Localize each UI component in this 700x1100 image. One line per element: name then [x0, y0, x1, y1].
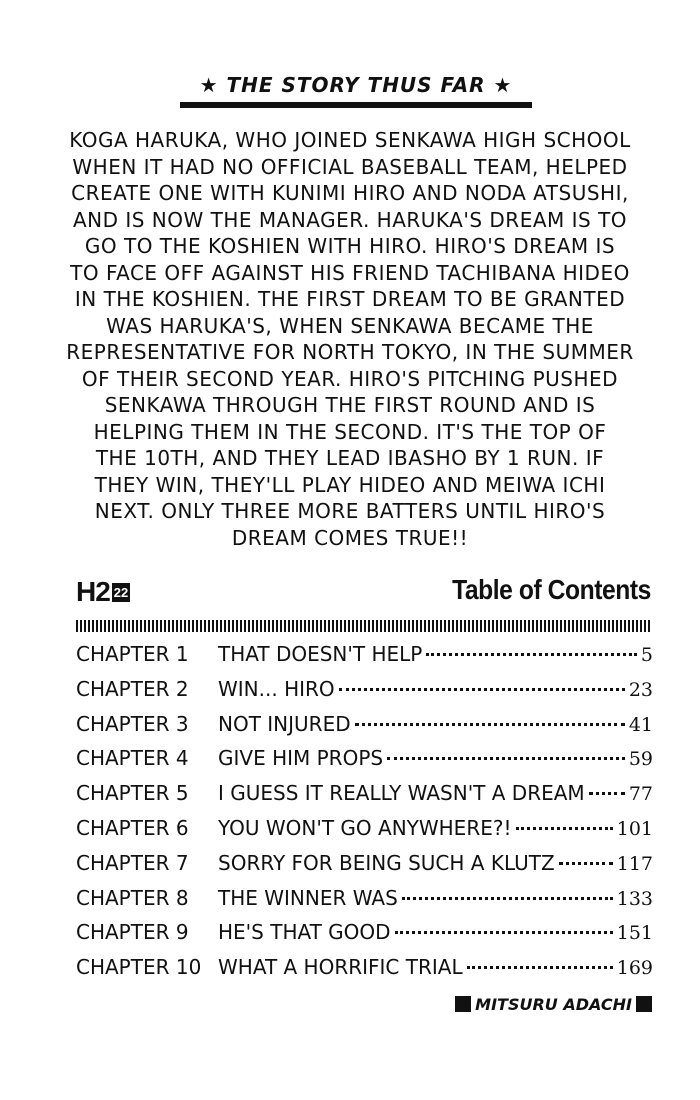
- toc-chapter-number: CHAPTER 8: [76, 885, 189, 910]
- story-line: IN THE KOSHIEN. THE FIRST DREAM TO BE GRANTED: [74, 287, 626, 311]
- toc-chapter-number: CHAPTER 2: [76, 676, 189, 701]
- story-line: SENKAWA THROUGH THE FIRST ROUND AND IS: [104, 393, 596, 417]
- story-line: OF THEIR SECOND YEAR. HIRO'S PITCHING PUSHED: [81, 366, 619, 391]
- toc-chapter-number: CHAPTER 7: [76, 850, 189, 875]
- story-summary: [40, 127, 660, 551]
- story-line: CREATE ONE WITH KUNIMI HIRO AND NODA ATSUSHI,: [71, 181, 629, 205]
- toc-leader-dots: [426, 653, 637, 656]
- story-header-title: ★ THE STORY THUS FAR ★: [199, 73, 513, 97]
- toc-page-number: 133: [616, 887, 653, 910]
- story-line: THEY WIN, THEY'LL PLAY HIDEO AND MEIWA ICHI: [94, 472, 606, 497]
- toc-page-number: 77: [628, 783, 653, 806]
- story-line: THE 10TH, AND THEY LEAD IBASHO BY 1 RUN. IF: [95, 446, 605, 470]
- toc-chapter-number: CHAPTER 3: [76, 711, 189, 736]
- series-logo: [76, 576, 130, 608]
- story-line: KOGA HARUKA, WHO JOINED SENKAWA HIGH SCHOOL: [69, 128, 631, 152]
- toc-chapter-number: CHAPTER 5: [76, 781, 189, 806]
- toc-leader-dots: [395, 931, 613, 934]
- volume-badge: 22: [113, 584, 129, 600]
- story-line: AND IS NOW THE MANAGER. HARUKA'S DREAM IS TO: [72, 207, 628, 232]
- square-icon: [636, 996, 652, 1012]
- toc-title: Table of Contents: [452, 574, 651, 605]
- toc-page-number: 117: [616, 852, 653, 875]
- toc-chapter-title: NOT INJURED: [218, 711, 351, 736]
- story-line: TO FACE OFF AGAINST HIS FRIEND TACHIBANA HIDEO: [70, 260, 630, 285]
- toc-chapter-title: GIVE HIM PROPS: [218, 746, 384, 771]
- toc-leader-dots: [402, 897, 613, 900]
- toc-page-number: 5: [640, 644, 653, 666]
- toc-entry: [76, 920, 653, 955]
- toc-chapter-title: THE WINNER WAS: [218, 885, 398, 910]
- toc-chapter-number: CHAPTER 10: [76, 955, 202, 980]
- toc-entry: [76, 955, 653, 990]
- toc-chapter-number: CHAPTER 6: [76, 815, 189, 840]
- toc-chapter-title: THAT DOESN'T HELP: [218, 642, 423, 666]
- toc-entry: [76, 642, 653, 677]
- toc-page-number: 41: [628, 713, 653, 736]
- story-line: REPRESENTATIVE FOR NORTH TOKYO, IN THE SUMMER: [66, 340, 634, 364]
- toc-page-number: 151: [616, 922, 653, 945]
- toc-entry: [76, 886, 653, 921]
- author-name: MITSURU ADACHI: [475, 994, 632, 1014]
- decorative-barcode-divider: [76, 620, 652, 632]
- toc-chapter-number: CHAPTER 4: [76, 746, 189, 771]
- toc-leader-dots: [559, 862, 613, 865]
- toc-chapter-number: CHAPTER 9: [76, 920, 189, 945]
- story-line: WAS HARUKA'S, WHEN SENKAWA BECAME THE: [106, 313, 594, 338]
- toc-chapter-title: WHAT A HORRIFIC TRIAL: [218, 955, 463, 980]
- toc-leader-dots: [339, 688, 625, 691]
- toc-leader-dots: [516, 827, 613, 830]
- story-line: NEXT. ONLY THREE MORE BATTERS UNTIL HIRO'S: [94, 499, 606, 523]
- toc-entry: [76, 781, 653, 816]
- toc-page-number: 59: [628, 748, 653, 771]
- story-line: WHEN IT HAD NO OFFICIAL BASEBALL TEAM, HELPED: [72, 154, 628, 179]
- toc-page-number: 23: [628, 678, 653, 701]
- table-of-contents: [76, 642, 653, 990]
- toc-leader-dots: [467, 966, 613, 969]
- toc-chapter-number: CHAPTER 1: [76, 642, 189, 666]
- author-credit: [455, 992, 652, 1016]
- toc-page-number: 169: [616, 957, 653, 980]
- toc-chapter-title: SORRY FOR BEING SUCH A KLUTZ: [218, 850, 555, 875]
- story-line: DREAM COMES TRUE!!: [231, 525, 469, 550]
- toc-chapter-title: I GUESS IT REALLY WASN'T A DREAM: [218, 781, 585, 806]
- toc-entry: [76, 851, 653, 886]
- toc-entry: [76, 677, 653, 712]
- toc-chapter-title: WIN... HIRO: [218, 676, 335, 701]
- series-title: H2: [76, 576, 110, 607]
- toc-leader-dots: [355, 723, 625, 726]
- story-line: GO TO THE KOSHIEN WITH HIRO. HIRO'S DREAM IS: [84, 234, 616, 258]
- toc-entry: [76, 816, 653, 851]
- toc-entry: [76, 746, 653, 781]
- toc-leader-dots: [387, 757, 625, 760]
- story-line: HELPING THEM IN THE SECOND. IT'S THE TOP OF: [93, 419, 607, 444]
- header-underline: [180, 102, 532, 108]
- toc-page-number: 101: [616, 817, 653, 840]
- toc-chapter-title: HE'S THAT GOOD: [218, 920, 391, 945]
- square-icon: [455, 996, 471, 1012]
- toc-leader-dots: [589, 792, 625, 795]
- toc-chapter-title: YOU WON'T GO ANYWHERE?!: [218, 815, 512, 840]
- toc-entry: [76, 712, 653, 747]
- story-header: [180, 70, 532, 110]
